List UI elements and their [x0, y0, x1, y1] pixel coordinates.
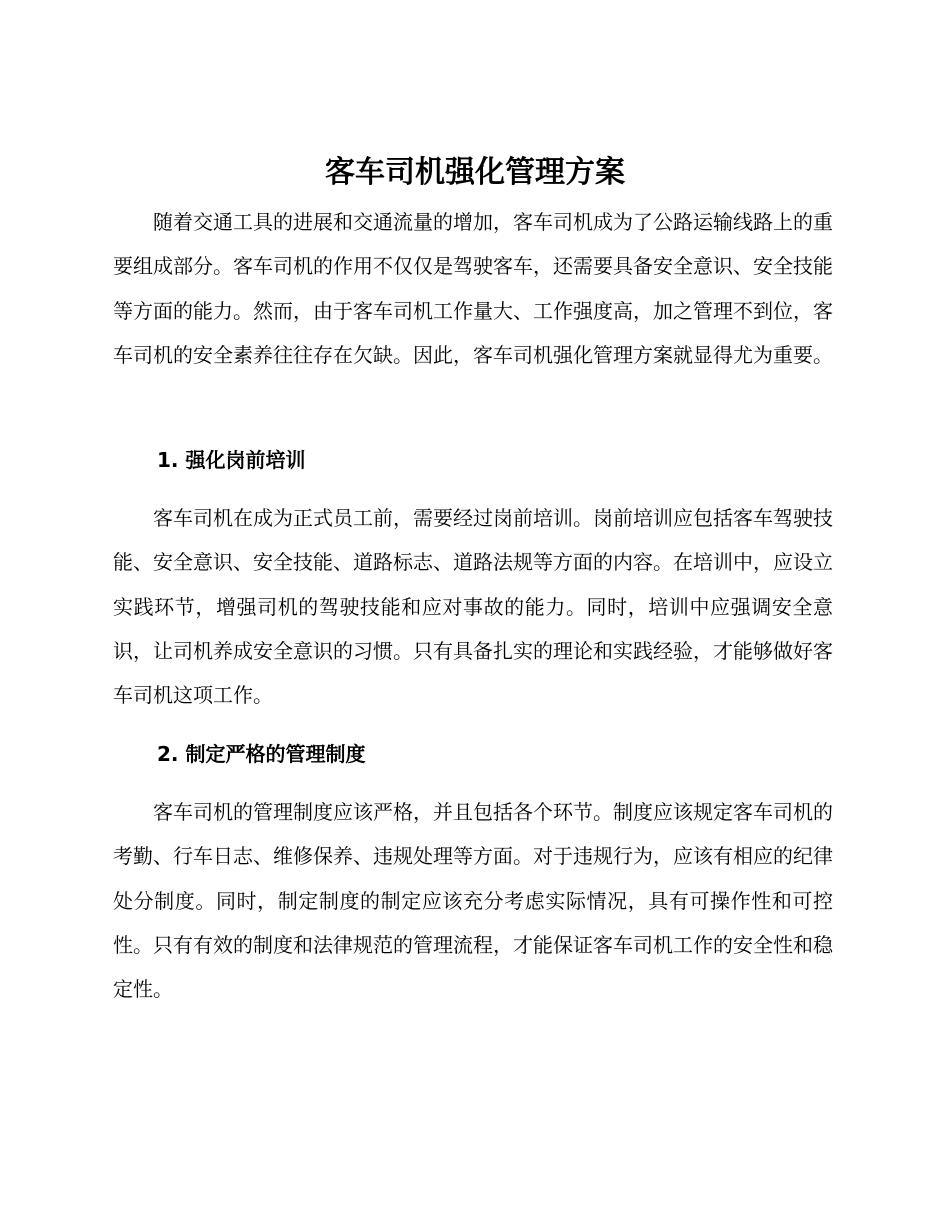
section-heading-2: 2. 制定严格的管理制度	[157, 742, 366, 766]
document-title: 客车司机强化管理方案	[325, 155, 625, 190]
section-body-2: 客车司机的管理制度应该严格，并且包括各个环节。制度应该规定客车司机的考勤、行车日志、维修保养、违规处理等方面。对于违规行为，应该有相应的纪律处分制度。同时，制定制度的制定应该充分考虑实际情况，具有可操作性和可控性。只有有效的制度和法律规范的管理流程，才能保证客车司机工作的安全性和稳定性。	[113, 800, 833, 1002]
section-body-1: 客车司机在成为正式员工前，需要经过岗前培训。岗前培训应包括客车驾驶技能、安全意识、安全技能、道路标志、道路法规等方面的内容。在培训中，应设立实践环节，增强司机的驾驶技能和应对事故的能力。同时，培训中应强调安全意识，让司机养成安全意识的习惯。只有具备扎实的理论和实践经验，才能够做好客车司机这项工作。	[113, 506, 833, 708]
intro-paragraph: 随着交通工具的进展和交通流量的增加，客车司机成为了公路运输线路上的重要组成部分。客车司机的作用不仅仅是驾驶客车，还需要具备安全意识、安全技能等方面的能力。然而，由于客车司机工作量大、工作强度高，加之管理不到位，客车司机的安全素养往往存在欠缺。因此，客车司机强化管理方案就显得尤为重要。	[113, 210, 833, 367]
section-heading-1: 1. 强化岗前培训	[157, 448, 306, 472]
